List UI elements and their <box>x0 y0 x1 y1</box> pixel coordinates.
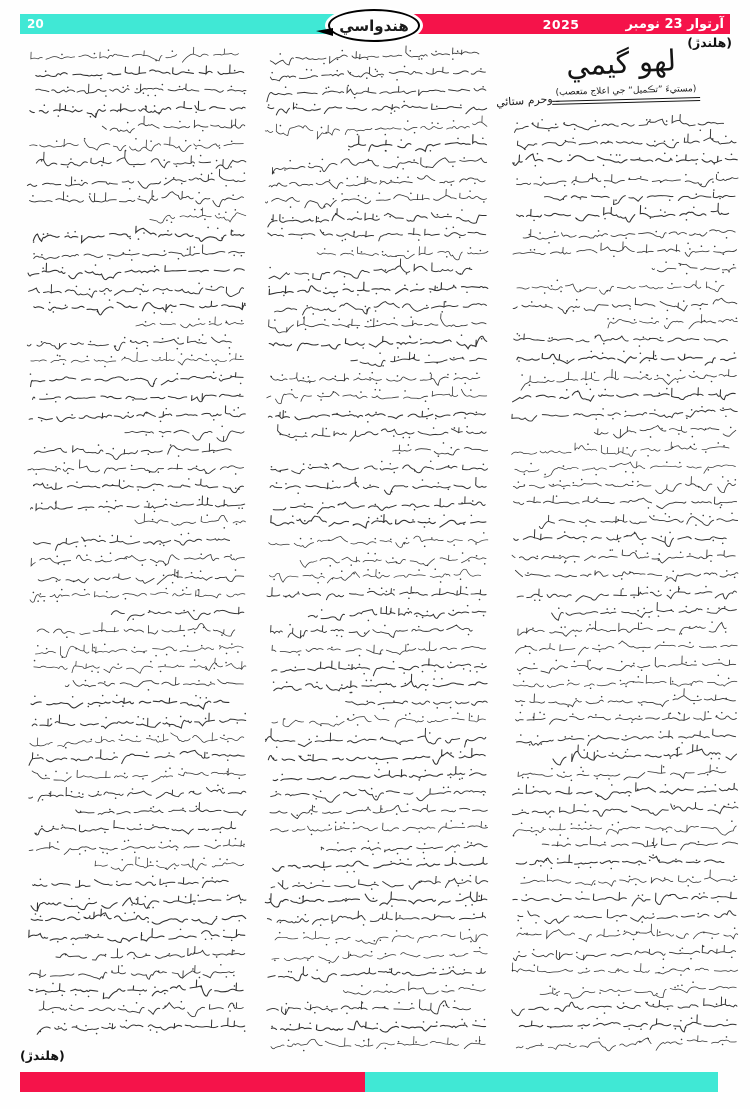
continued-marker-bottom: (هلندڙ) <box>20 1048 65 1063</box>
dateline-weekday-date: آرتوار 23 نومبر <box>625 16 724 32</box>
dateline <box>370 14 730 34</box>
article-headline: لهو گيمي <box>565 43 677 83</box>
article-text-column-middle <box>258 42 490 1064</box>
continued-marker-top: (هلندڙ) <box>687 35 732 50</box>
article-text-column-left <box>20 42 248 1046</box>
masthead-logo: هندواسي <box>328 9 420 42</box>
article-text-column-right <box>504 112 740 1062</box>
page-number: 20 <box>27 17 44 31</box>
article-subtitle <box>538 84 714 106</box>
dateline-year: 2025 <box>542 16 580 32</box>
article-byline: ـ وحرم ستائي <box>495 91 560 110</box>
article-subtitle-text: (مستيءَ ”تڪميل“ جي اعلاج متعصب) <box>551 84 700 105</box>
footer-bar-right <box>365 1072 718 1092</box>
footer-bar-left <box>20 1072 365 1092</box>
